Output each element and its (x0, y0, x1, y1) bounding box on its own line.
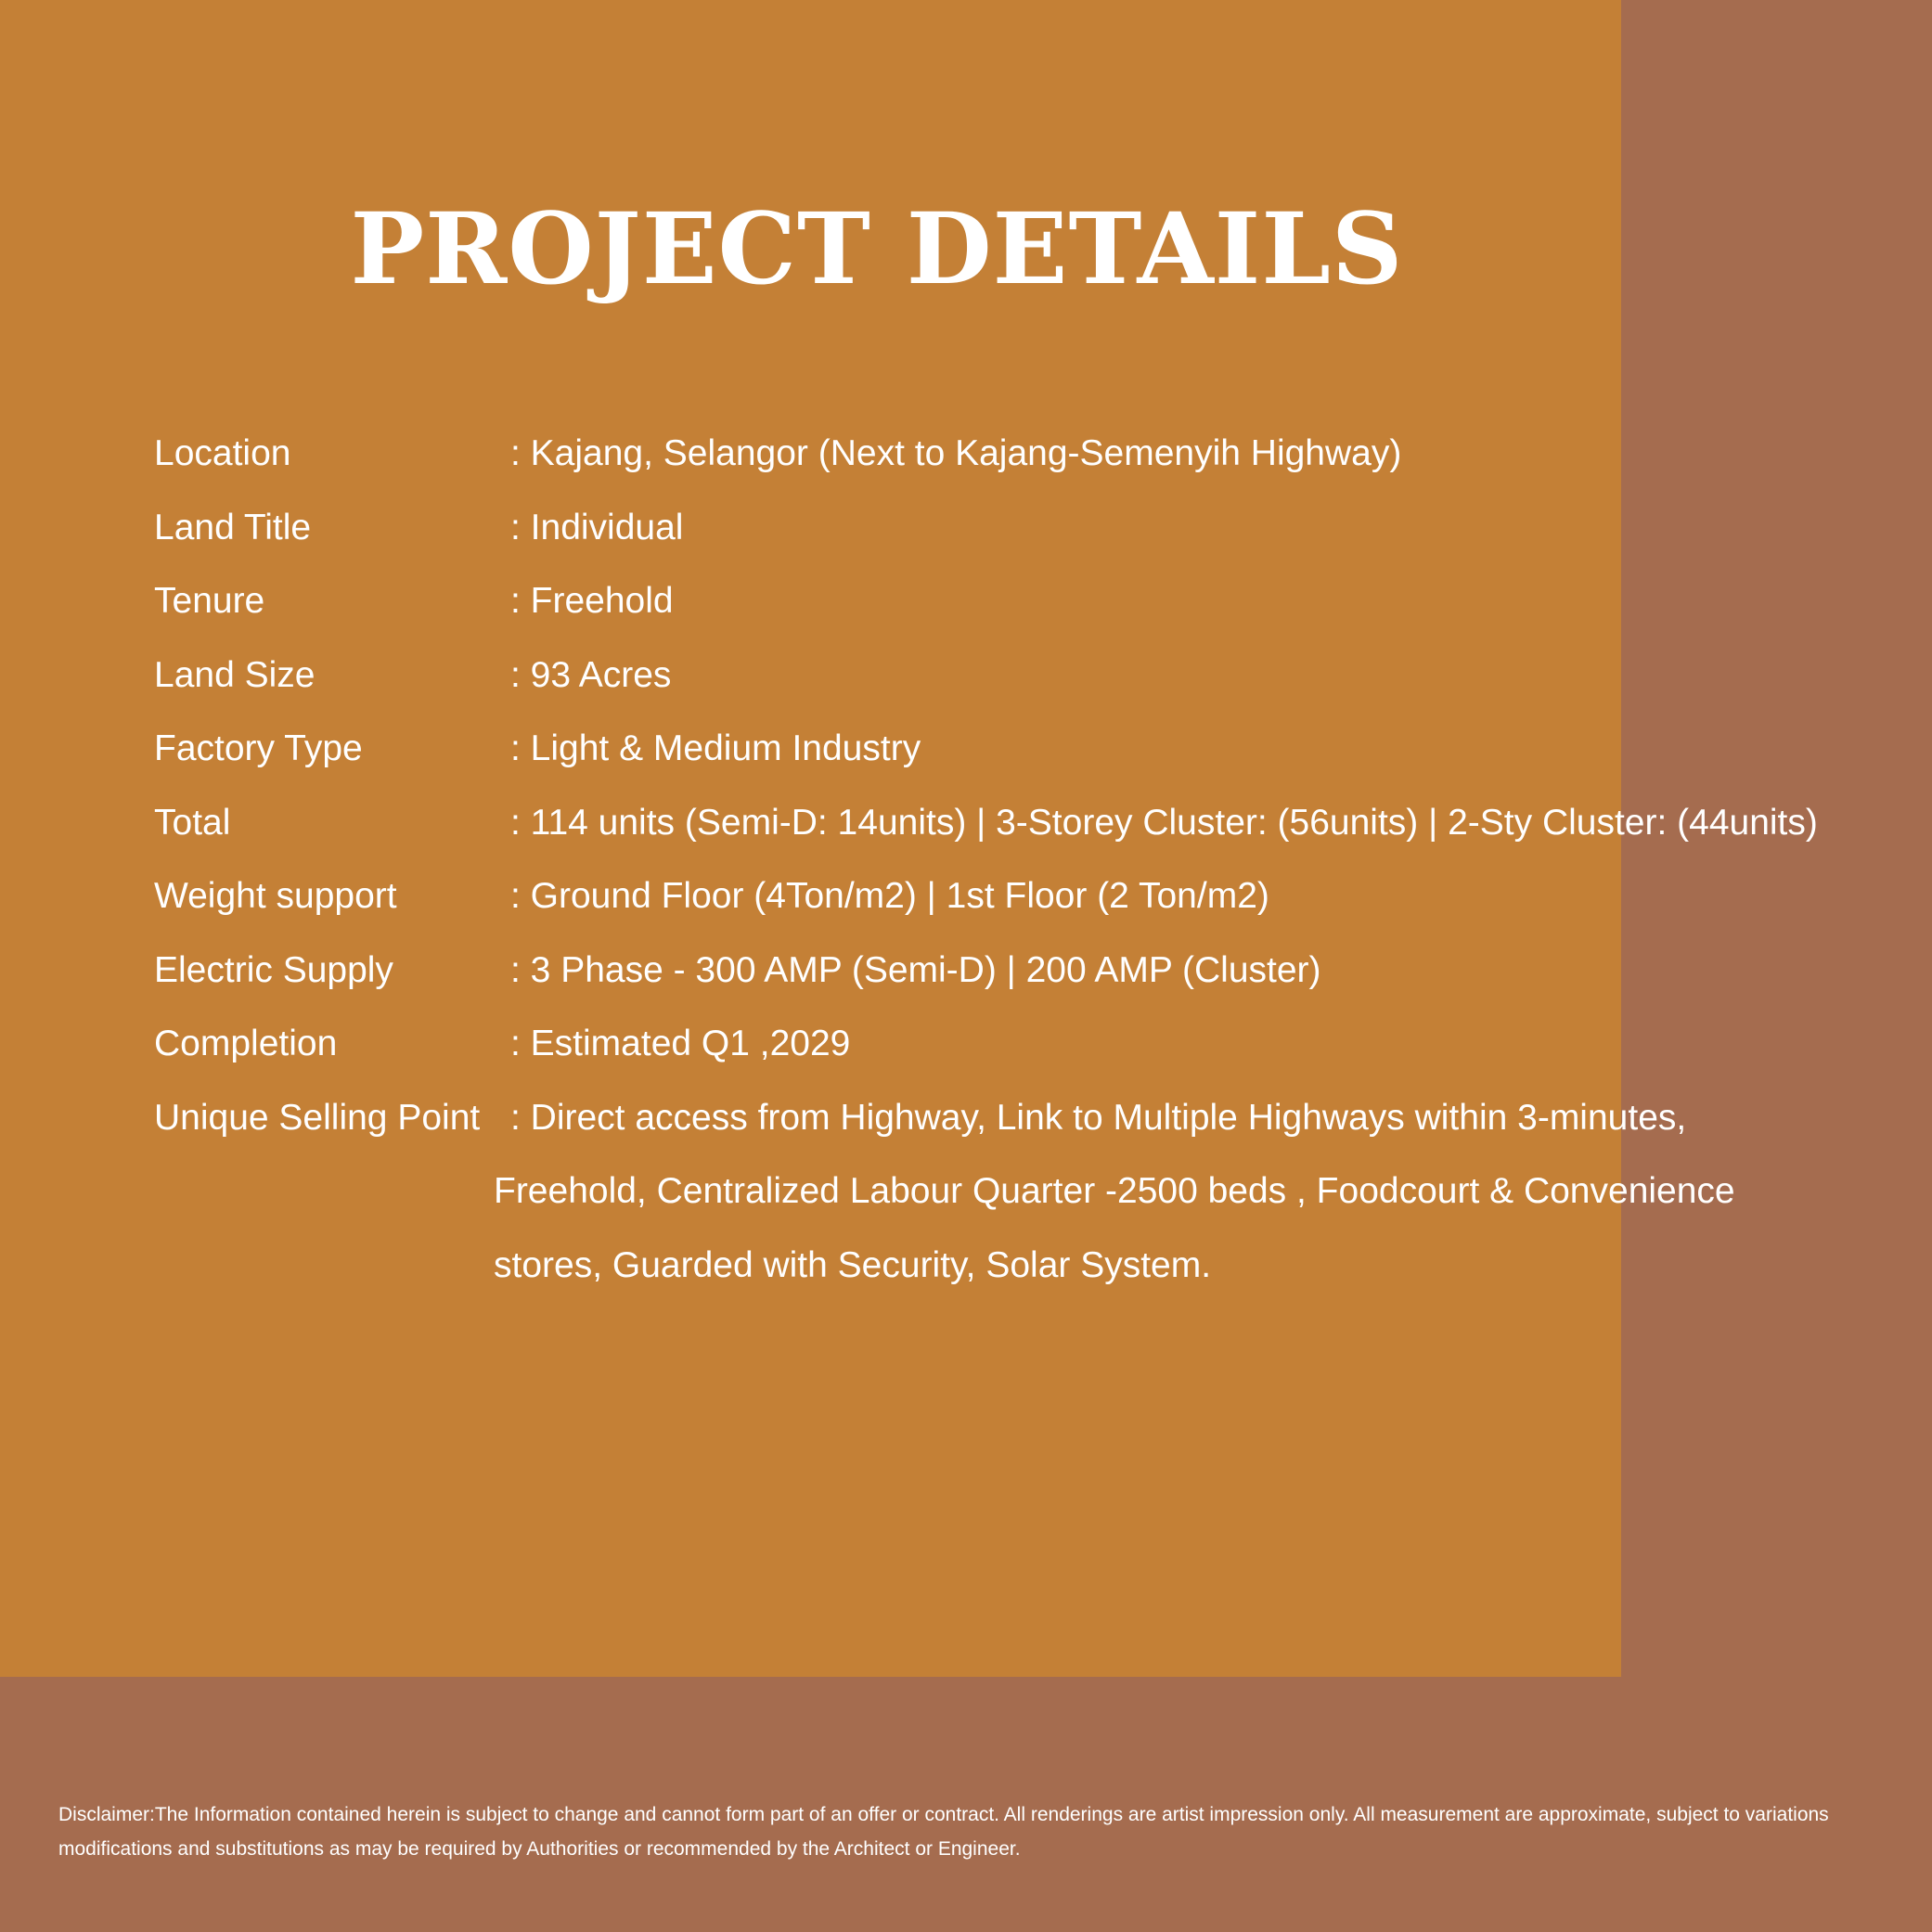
detail-value: : Individual (510, 507, 684, 547)
usp-line: stores, Guarded with Security, Solar System. (494, 1244, 1212, 1285)
page-title: PROJECT DETAILS (350, 190, 1404, 306)
detail-value: : Kajang, Selangor (Next to Kajang-Semenyih Highway) (510, 433, 1402, 473)
detail-label: Location (154, 433, 291, 473)
disclaimer (58, 1797, 1896, 1866)
detail-row-tenure (154, 564, 1899, 638)
detail-label: Land Title (154, 507, 312, 547)
usp-line: : Direct access from Highway, Link to Multiple Highways within 3-minutes, (510, 1097, 1687, 1138)
detail-value: : Light & Medium Industry (510, 728, 921, 768)
detail-value: : Ground Floor (4Ton/m2) | 1st Floor (2 Ton/m2) (510, 876, 1269, 916)
detail-value: : 3 Phase - 300 AMP (Semi-D) | 200 AMP (Cluster) (510, 949, 1321, 990)
detail-label: Unique Selling Point (154, 1097, 481, 1138)
detail-value: : Estimated Q1 ,2029 (510, 1024, 851, 1063)
usp-line: Freehold, Centralized Labour Quarter -2500 beds , Foodcourt & Convenience (494, 1171, 1735, 1211)
detail-row-completion (154, 1007, 1899, 1081)
detail-row-land-title (154, 491, 1899, 565)
detail-label: Tenure (154, 581, 265, 621)
detail-value (494, 1081, 1899, 1303)
detail-row-electric-supply (154, 934, 1899, 1008)
detail-row-location (154, 417, 1899, 491)
detail-row-land-size (154, 638, 1899, 713)
detail-label: Weight support (154, 876, 397, 916)
project-details-list (154, 417, 1899, 1302)
detail-row-factory-type (154, 712, 1899, 786)
detail-value: : 114 units (Semi-D: 14units) | 3-Storey Cluster: (56units) | 2-Sty Cluster: (44units) (510, 802, 1818, 843)
disclaimer-line: Disclaimer:The Information contained herein is subject to change and cannot form part of an offer or contract. All renderings are artist impression only. All measurement are approximate, subject to variations (58, 1804, 1829, 1825)
detail-label: Total (154, 802, 231, 843)
detail-value: : 93 Acres (510, 654, 672, 695)
detail-row-unique-selling-point (154, 1081, 1899, 1303)
disclaimer-line: modifications and substitutions as may be required by Authorities or recommended by the Architect or Engineer. (58, 1838, 1021, 1860)
detail-label: Factory Type (154, 728, 363, 768)
detail-value: : Freehold (510, 581, 674, 621)
detail-label: Electric Supply (154, 949, 393, 990)
detail-label: Land Size (154, 654, 316, 695)
detail-label: Completion (154, 1024, 338, 1063)
detail-row-total (154, 786, 1899, 860)
detail-row-weight-support (154, 859, 1899, 934)
